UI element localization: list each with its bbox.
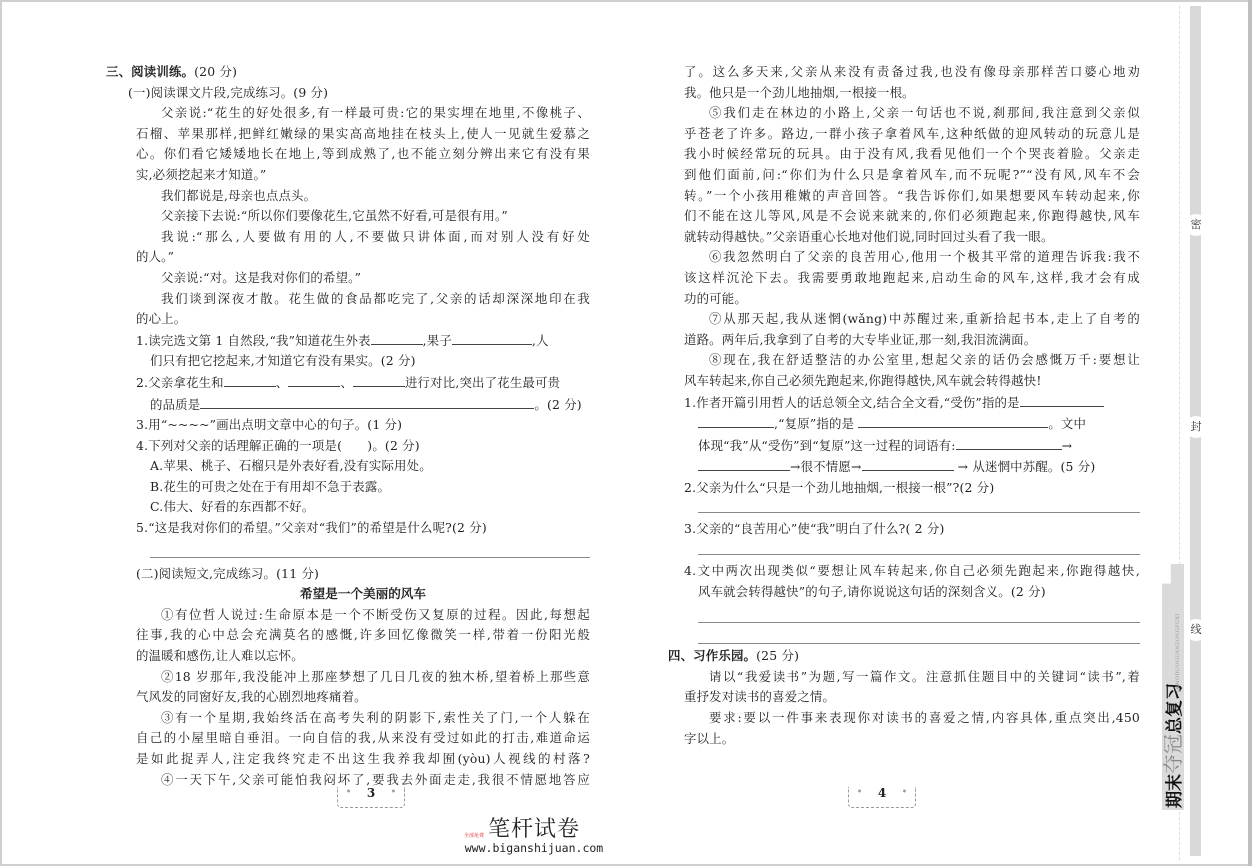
passage-line: 往事,我的心中总会充满莫名的感慨,许多回忆像微笑一样,带着一份阳光般 xyxy=(136,627,590,643)
passage-line: 到他们面前,问:“你们为什么只是拿着风车,而不玩呢?”“没有风,风车不会 xyxy=(684,166,1140,182)
brand-pinyin: QIMODUOGUANZONGFUXI xyxy=(1175,613,1181,692)
answer-line[interactable] xyxy=(698,554,1140,555)
question-2-text: 进行对比,突出了花生最可贵 xyxy=(404,374,561,390)
question-1-text: 体现“我”从“受伤”到“复原”这一过程的词语有: xyxy=(698,437,956,453)
answer-blank[interactable] xyxy=(1020,392,1104,407)
binding-char-line: 线 xyxy=(1185,619,1207,641)
question-1-cont xyxy=(684,413,1140,435)
binding-char-seal: 密 xyxy=(1185,214,1207,236)
answer-line[interactable] xyxy=(150,557,590,558)
question-1-text: ,人 xyxy=(531,332,549,348)
passage-line: 就转动得越快。”父亲语重心长地对他们说,同时回过头看了我一眼。 xyxy=(684,228,1054,244)
question-2-cont xyxy=(114,394,590,416)
question-1-text: → 从迷惘中苏醒。(5 分) xyxy=(957,459,1096,475)
brand-logo xyxy=(1156,564,1186,810)
answer-blank[interactable] xyxy=(452,330,532,345)
question-1 xyxy=(114,330,590,352)
answer-blank[interactable] xyxy=(858,413,1048,428)
section-4-score: (25 分) xyxy=(756,648,800,664)
question-1-cont xyxy=(684,456,1140,478)
answer-blank[interactable] xyxy=(224,372,276,387)
brand-part: 期末 xyxy=(1165,774,1185,808)
passage-line: 父亲说:“花生的好处很多,有一样最可贵:它的果实埋在地里,不像桃子、 xyxy=(161,105,590,121)
passage-line: ③有一个星期,我始终活在高考失利的阴影下,索性关了门,一个人躲在 xyxy=(161,709,590,725)
watermark-title: 笔杆试卷 xyxy=(487,817,580,842)
passage-line: 我们都说是,母亲也点点头。 xyxy=(161,187,317,203)
question-1-cont: 们只有把它挖起来,才知道它有没有果实。(2 分) xyxy=(150,353,416,369)
passage-line: ①有位哲人说过:生命原本是一个不断受伤又复原的过程。因此,每想起 xyxy=(161,606,590,622)
passage-line: 父亲说:“对。这是我对你们的希望。” xyxy=(161,269,362,285)
watermark xyxy=(464,818,604,854)
brand-part: 夺冠 xyxy=(1161,734,1185,774)
option-a[interactable]: A.苹果、桃子、石榴只是外表好看,没有实际用处。 xyxy=(150,458,432,474)
passage-line: 石榴、苹果那样,把鲜红嫩绿的果实高高地挂在枝头上,使人一见就生爱慕之 xyxy=(136,125,590,141)
question-3: 3.父亲的“良苦用心”使“我”明白了什么?( 2 分) xyxy=(684,521,945,537)
passage-line: 道路。两年后,我拿到了自考的大专毕业证,那一刻,我泪流满面。 xyxy=(684,331,1037,347)
page-edge xyxy=(1248,0,1252,866)
prompt-line: 字以上。 xyxy=(684,730,735,746)
question-1 xyxy=(684,392,1140,414)
page-number-left: • 3 • xyxy=(337,787,405,808)
passage-line: 我们谈到深夜才散。花生做的食品都吃完了,父亲的话却深深地印在我 xyxy=(161,290,590,306)
answer-line[interactable] xyxy=(698,643,1140,644)
watermark-url[interactable]: www.biganshijuan.com xyxy=(464,841,604,855)
question-5: 5.“这是我对你们的希望。”父亲对“我们”的希望是什么呢?(2 分) xyxy=(136,520,487,536)
question-1-text: ,“复原”指的是 xyxy=(774,416,855,432)
passage-line: ⑥我忽然明白了父亲的良苦用心,他用一个极其平常的道理告诉我:我不 xyxy=(709,249,1140,265)
answer-blank[interactable] xyxy=(371,330,423,345)
question-1-text: 1.读完选文第 1 自然段,“我”知道花生外表 xyxy=(136,332,371,348)
answer-blank[interactable] xyxy=(200,394,534,409)
answer-blank[interactable] xyxy=(353,372,405,387)
passage-line: ⑧现在,我在舒适整洁的办公室里,想起父亲的话仍会感慨万千:要想让 xyxy=(709,352,1140,368)
part-2-heading: (二)阅读短文,完成练习。(11 分) xyxy=(136,565,320,581)
binding-char-envelope: 封 xyxy=(1185,416,1207,438)
brand-part: 总复习 xyxy=(1165,683,1185,734)
section-4-title: 四、习作乐园。 xyxy=(668,648,757,664)
option-c[interactable]: C.伟大、好看的东西都不好。 xyxy=(150,499,315,515)
passage-line: 气风发的同窗好友,我的心剧烈地疼痛着。 xyxy=(136,689,367,705)
passage-line: ⑤我们走在林边的小路上,父亲一句话也不说,刹那间,我注意到父亲似 xyxy=(709,105,1140,121)
passage-line: 的温暖和感伤,让人难以忘怀。 xyxy=(136,648,304,664)
passage-line: ⑦从那天起,我从迷惘(wǎng)中苏醒过来,重新拾起书本,走上了自考的 xyxy=(709,311,1140,327)
passage-title: 希望是一个美丽的风车 xyxy=(300,586,426,602)
separator: 、 xyxy=(275,374,289,390)
passage-line: 了。这么多天来,父亲从来没有责备过我,也没有像母亲那样苦口婆心地劝 xyxy=(684,64,1140,79)
passage-line: ④一天下午,父亲可能怕我闷坏了,要我去外面走走,我很不情愿地答应 xyxy=(161,771,590,787)
question-2-text: 的品质是 xyxy=(150,396,201,412)
question-1-cont xyxy=(684,435,1140,457)
part-1-heading: (一)阅读课文片段,完成练习。(9 分) xyxy=(128,84,329,100)
passage-line: ②18 岁那年,我没能冲上那座梦想了几日几夜的独木桥,望着桥上那些意 xyxy=(161,668,590,684)
page-number-right: • 4 • xyxy=(848,787,916,808)
right-page xyxy=(668,62,1140,749)
passage-line: 自己的小屋里暗自垂泪。一向自信的我,从来没有受过如此的打击,难道命运 xyxy=(136,730,590,746)
question-4-cont: 风车就会转得越快”的句子,请你说说这句话的深刻含义。(2 分) xyxy=(698,583,1046,599)
question-2-score: 。(2 分) xyxy=(534,396,582,412)
passage-line: 我说:“那么,人要做有用的人,不要做只讲体面,而对别人没有好处 xyxy=(161,228,590,244)
question-3: 3.用“~~~~”画出点明文章中心的句子。(1 分) xyxy=(136,417,403,433)
left-page xyxy=(106,62,590,790)
question-2 xyxy=(114,372,590,394)
answer-line[interactable] xyxy=(698,622,1140,623)
question-1-text: →很不情愿→ xyxy=(790,459,862,475)
brand-title xyxy=(1157,683,1186,808)
prompt-line: 要求:要以一件事来表现你对读书的喜爱之情,内容具体,重点突出,450 xyxy=(709,710,1140,726)
option-b[interactable]: B.花生的可贵之处在于有用却不急于表露。 xyxy=(150,478,391,494)
answer-blank[interactable] xyxy=(698,456,790,471)
answer-blank[interactable] xyxy=(956,435,1062,450)
passage-line: 们不能在这儿等风,风是不会说来就来的,你们必须跑起来,你跑得越快,风车 xyxy=(684,208,1140,224)
passage-line: 实,必须挖起来才知道。” xyxy=(136,166,267,182)
separator: 、 xyxy=(340,374,353,390)
passage-line: 的心上。 xyxy=(136,311,187,327)
answer-line[interactable] xyxy=(698,512,1140,513)
exam-sheet xyxy=(2,2,1248,864)
section-4-heading xyxy=(668,646,1140,667)
passage-line: 我。他只是一个劲儿地抽烟,一根接一根。 xyxy=(684,84,915,100)
answer-blank[interactable] xyxy=(862,456,954,471)
passage-line: 父亲接下去说:“所以你们要像花生,它虽然不好看,可是很有用。” xyxy=(161,208,508,224)
question-2-text: 2.父亲拿花生和 xyxy=(136,374,224,390)
passage-line: 心。你们看它矮矮地长在地上,等到成熟了,也不能立刻分辨出来它有没有果 xyxy=(136,146,590,162)
question-2: 2.父亲为什么“只是一个劲儿地抽烟,一根接一根”?(2 分) xyxy=(684,479,995,495)
prompt-line: 重抒发对读书的喜爱之情。 xyxy=(684,689,836,705)
prompt-line: 请以“我爱读书”为题,写一篇作文。注意抓住题目中的关键词“读书”,着 xyxy=(709,668,1140,684)
question-1-text: 。文中 xyxy=(1048,416,1087,432)
arrow-icon: → xyxy=(1061,437,1073,453)
passage-line: 功的可能。 xyxy=(684,290,747,306)
section-3-title: 三、阅读训练。 xyxy=(106,64,195,79)
passage-line: 是如此捉弄人,注定我终究走不出这生我养我却囿(yòu)人视线的村落? xyxy=(136,751,590,766)
question-4: 4.下列对父亲的话理解正确的一项是( )。(2 分) xyxy=(136,437,420,453)
answer-blank[interactable] xyxy=(288,372,340,387)
passage-line: 我小时候经常玩的玩具。由于没有风,我看见他们一个个哭丧着脸。父亲走 xyxy=(684,146,1140,162)
section-3-score: (20 分) xyxy=(194,64,238,79)
passage-line: 转。”一个小孩用稚嫩的声音回答。“我告诉你们,如果想要风车转动起来,你 xyxy=(684,187,1140,203)
watermark-tag: 全部免费 xyxy=(464,833,485,839)
question-1-text: 1.作者开篇引用哲人的话总领全文,结合全文看,“受伤”指的是 xyxy=(684,394,1020,410)
section-3-heading xyxy=(106,62,590,83)
question-1-text: ,果子 xyxy=(422,332,452,348)
passage-line: 该这样沉沦下去。我需要勇敢地跑起来,启动生命的风车,这样,我才会有成 xyxy=(684,269,1140,285)
question-4: 4.文中两次出现类似“要想让风车转起来,你自己必须先跑起来,你跑得越快, xyxy=(684,563,1140,579)
passage-line: 乎苍老了许多。路边,一群小孩子拿着风车,这种纸做的迎风转动的玩意儿是 xyxy=(684,125,1140,141)
passage-line: 的人。” xyxy=(136,249,175,265)
answer-blank[interactable] xyxy=(698,413,774,428)
passage-line: 风车转起来,你自己必须先跑起来,你跑得越快,风车就会转得越快! xyxy=(684,372,1042,388)
